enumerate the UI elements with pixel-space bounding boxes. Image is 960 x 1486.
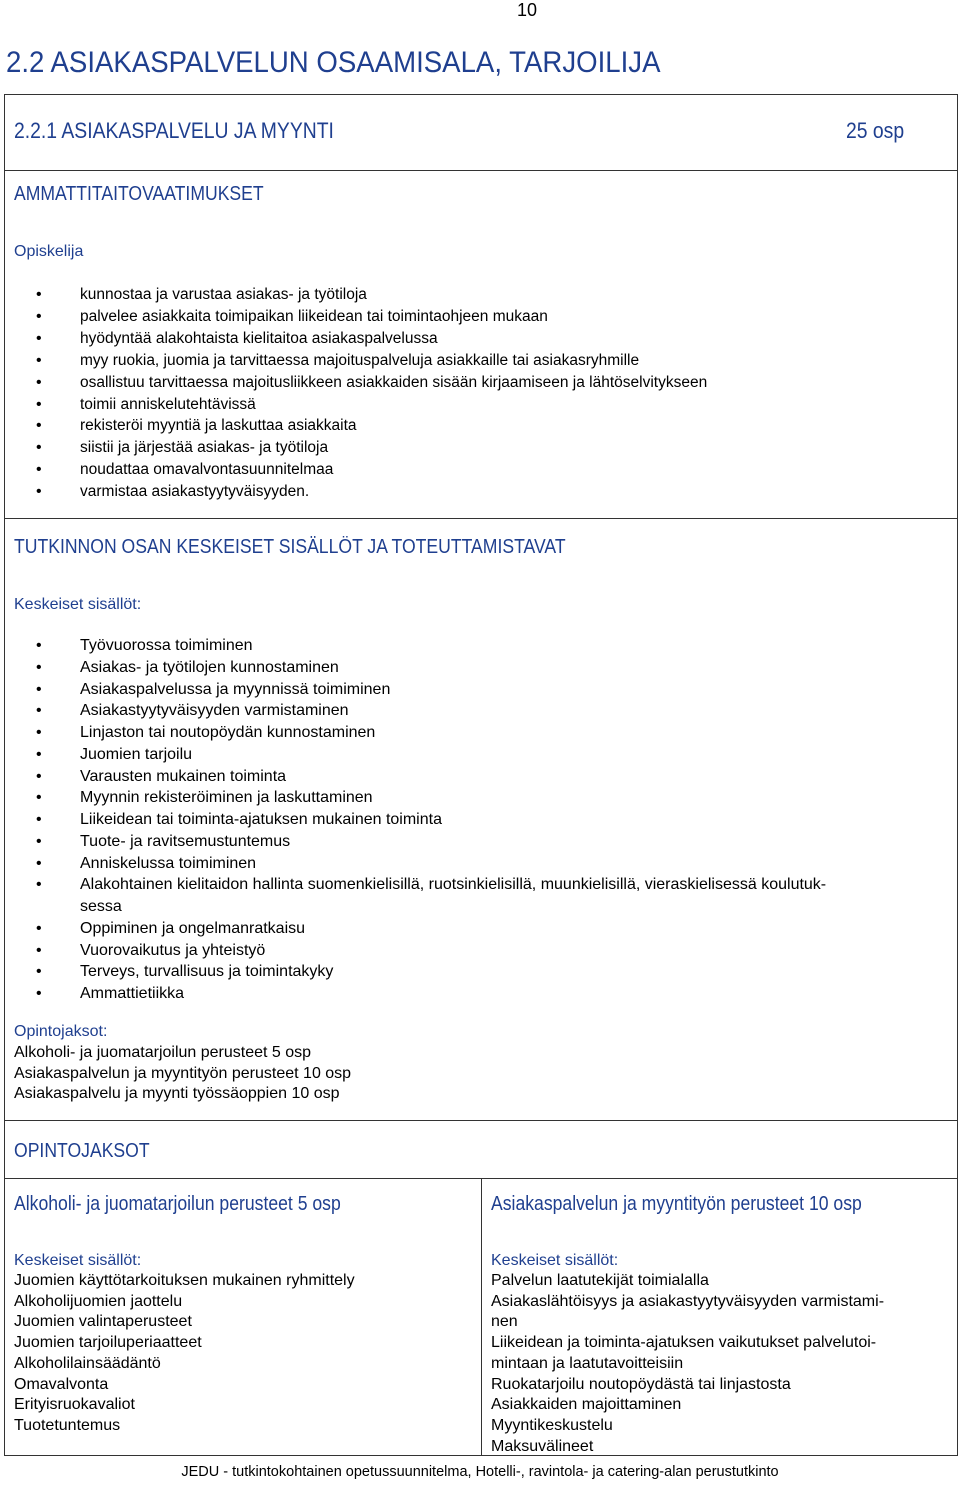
content-item: Tuotetuntemus: [14, 1416, 121, 1434]
left-contents-list: [14, 1271, 355, 1437]
list-item: • Myynnin rekisteröiminen ja laskuttaminen: [0, 787, 826, 809]
content-item: Juomien tarjoiluperiaatteet: [14, 1334, 202, 1352]
content-item: Ruokatarjoilu noutopöydästä tai linjastosta: [491, 1375, 791, 1393]
periods-label: Opintojaksot:: [14, 1023, 108, 1040]
content-item: Myyntikeskustelu: [491, 1416, 613, 1434]
list-item: • noudattaa omavalvontasuunnitelmaa: [0, 459, 707, 481]
list-item: • rekisteröi myyntiä ja laskuttaa asiakkaita: [0, 415, 707, 437]
right-contents-list: [491, 1271, 884, 1457]
list-item: • Työvuorossa toimiminen: [0, 635, 826, 657]
contents-list: [0, 635, 826, 1005]
row-divider: [5, 170, 957, 171]
list-item: • myy ruokia, juomia ja tarvittaessa majoituspalveluja asiakkaille tai asiakasryhmille: [0, 350, 707, 372]
list-item: • Oppiminen ja ongelmanratkaisu: [0, 918, 826, 940]
requirements-subject: Opiskelija: [14, 243, 84, 260]
content-item: Asiakaslähtöisyys ja asiakastyytyväisyyden varmistami-: [491, 1292, 885, 1310]
module-title: 2.2.1 ASIAKASPALVELU JA MYYNTI: [14, 118, 334, 143]
list-item: • Vuorovaikutus ja yhteistyö: [0, 940, 826, 962]
requirements-heading: AMMATTITAITOVAATIMUKSET: [14, 183, 264, 205]
list-item: • varmistaa asiakastyytyväisyyden.: [0, 481, 707, 503]
content-item: Maksuvälineet: [491, 1437, 594, 1455]
content-item: Liikeidean ja toiminta-ajatuksen vaikutukset palvelutoi-: [491, 1334, 877, 1352]
module-credits: 25 osp: [846, 118, 905, 143]
list-item: • Asiakastyytyväisyyden varmistaminen: [0, 700, 826, 722]
periods-list: [14, 1043, 351, 1105]
content-item: Omavalvonta: [14, 1375, 109, 1393]
list-item: • palvelee asiakkaita toimipaikan liikeidean tai toimintaohjeen mukaan: [0, 306, 707, 328]
list-item: • siistii ja järjestää asiakas- ja työtiloja: [0, 437, 707, 459]
section-title: 2.2 ASIAKASPALVELUN OSAAMISALA, TARJOILIJA: [6, 46, 661, 79]
contents-heading: TUTKINNON OSAN KESKEISET SISÄLLÖT JA TOTEUTTAMISTAVAT: [14, 536, 566, 558]
content-item: mintaan ja laatutavoitteisiin: [491, 1354, 684, 1372]
page-footer: JEDU - tutkintokohtainen opetussuunnitelma, Hotelli-, ravintola- ja catering-alan perustutkinto: [181, 1464, 779, 1480]
row-divider: [5, 1120, 957, 1121]
list-item-continuation: sessa: [80, 898, 122, 915]
requirements-list: [0, 284, 707, 503]
right-key-label: Keskeiset sisällöt:: [491, 1252, 619, 1269]
list-item: • Tuote- ja ravitsemustuntemus: [0, 831, 826, 853]
column-divider: [481, 1178, 482, 1455]
list-item: • Linjaston tai noutopöydän kunnostaminen: [0, 722, 826, 744]
list-item: • Ammattietiikka: [0, 983, 826, 1005]
content-item: Erityisruokavaliot: [14, 1396, 135, 1414]
content-item: Juomien käyttötarkoituksen mukainen ryhmittely: [14, 1272, 355, 1289]
list-item: • Alakohtainen kielitaidon hallinta suomenkielisillä, ruotsinkielisillä, muunkielisillä, vieraskielisessä koulutuk-: [0, 874, 826, 896]
list-item: • hyödyntää alakohtaista kielitaitoa asiakaspalvelussa: [0, 328, 707, 350]
list-item: • kunnostaa ja varustaa asiakas- ja työtiloja: [0, 284, 707, 306]
period-item: Asiakaspalvelun ja myyntityön perusteet 10 osp: [14, 1064, 352, 1082]
list-item: • toimii anniskelutehtävissä: [0, 394, 707, 416]
list-item: • Asiakaspalvelussa ja myynnissä toimiminen: [0, 679, 826, 701]
right-period-title: Asiakaspalvelun ja myyntityön perusteet 10 osp: [491, 1193, 862, 1215]
page-number: 10: [517, 0, 538, 20]
content-item: Alkoholilainsäädäntö: [14, 1354, 161, 1372]
period-item: Alkoholi- ja juomatarjoilun perusteet 5 osp: [14, 1044, 312, 1061]
content-item: Palvelun laatutekijät toimialalla: [491, 1272, 709, 1289]
content-item: Juomien valintaperusteet: [14, 1313, 192, 1331]
list-item: • Liikeidean tai toiminta-ajatuksen mukainen toiminta: [0, 809, 826, 831]
list-item: • Juomien tarjoilu: [0, 744, 826, 766]
list-item: • Terveys, turvallisuus ja toimintakyky: [0, 961, 826, 983]
list-item: • osallistuu tarvittaessa majoitusliikkeen asiakkaiden sisään kirjaamiseen ja lähtöselvitykseen: [0, 372, 707, 394]
content-item: Alkoholijuomien jaottelu: [14, 1292, 183, 1310]
list-item: • Asiakas- ja työtilojen kunnostaminen: [0, 657, 826, 679]
left-key-label: Keskeiset sisällöt:: [14, 1252, 142, 1269]
content-item: nen: [491, 1313, 518, 1331]
content-item: Asiakkaiden majoittaminen: [491, 1396, 682, 1414]
list-item: • Anniskelussa toimiminen: [0, 853, 826, 875]
opintojaksot-heading: OPINTOJAKSOT: [14, 1140, 150, 1162]
list-item: • Varausten mukainen toiminta: [0, 766, 826, 788]
period-item: Asiakaspalvelu ja myynti työssäoppien 10 osp: [14, 1085, 340, 1103]
contents-key-label: Keskeiset sisällöt:: [14, 596, 142, 613]
left-period-title: Alkoholi- ja juomatarjoilun perusteet 5 osp: [14, 1193, 341, 1215]
row-divider: [5, 518, 957, 519]
